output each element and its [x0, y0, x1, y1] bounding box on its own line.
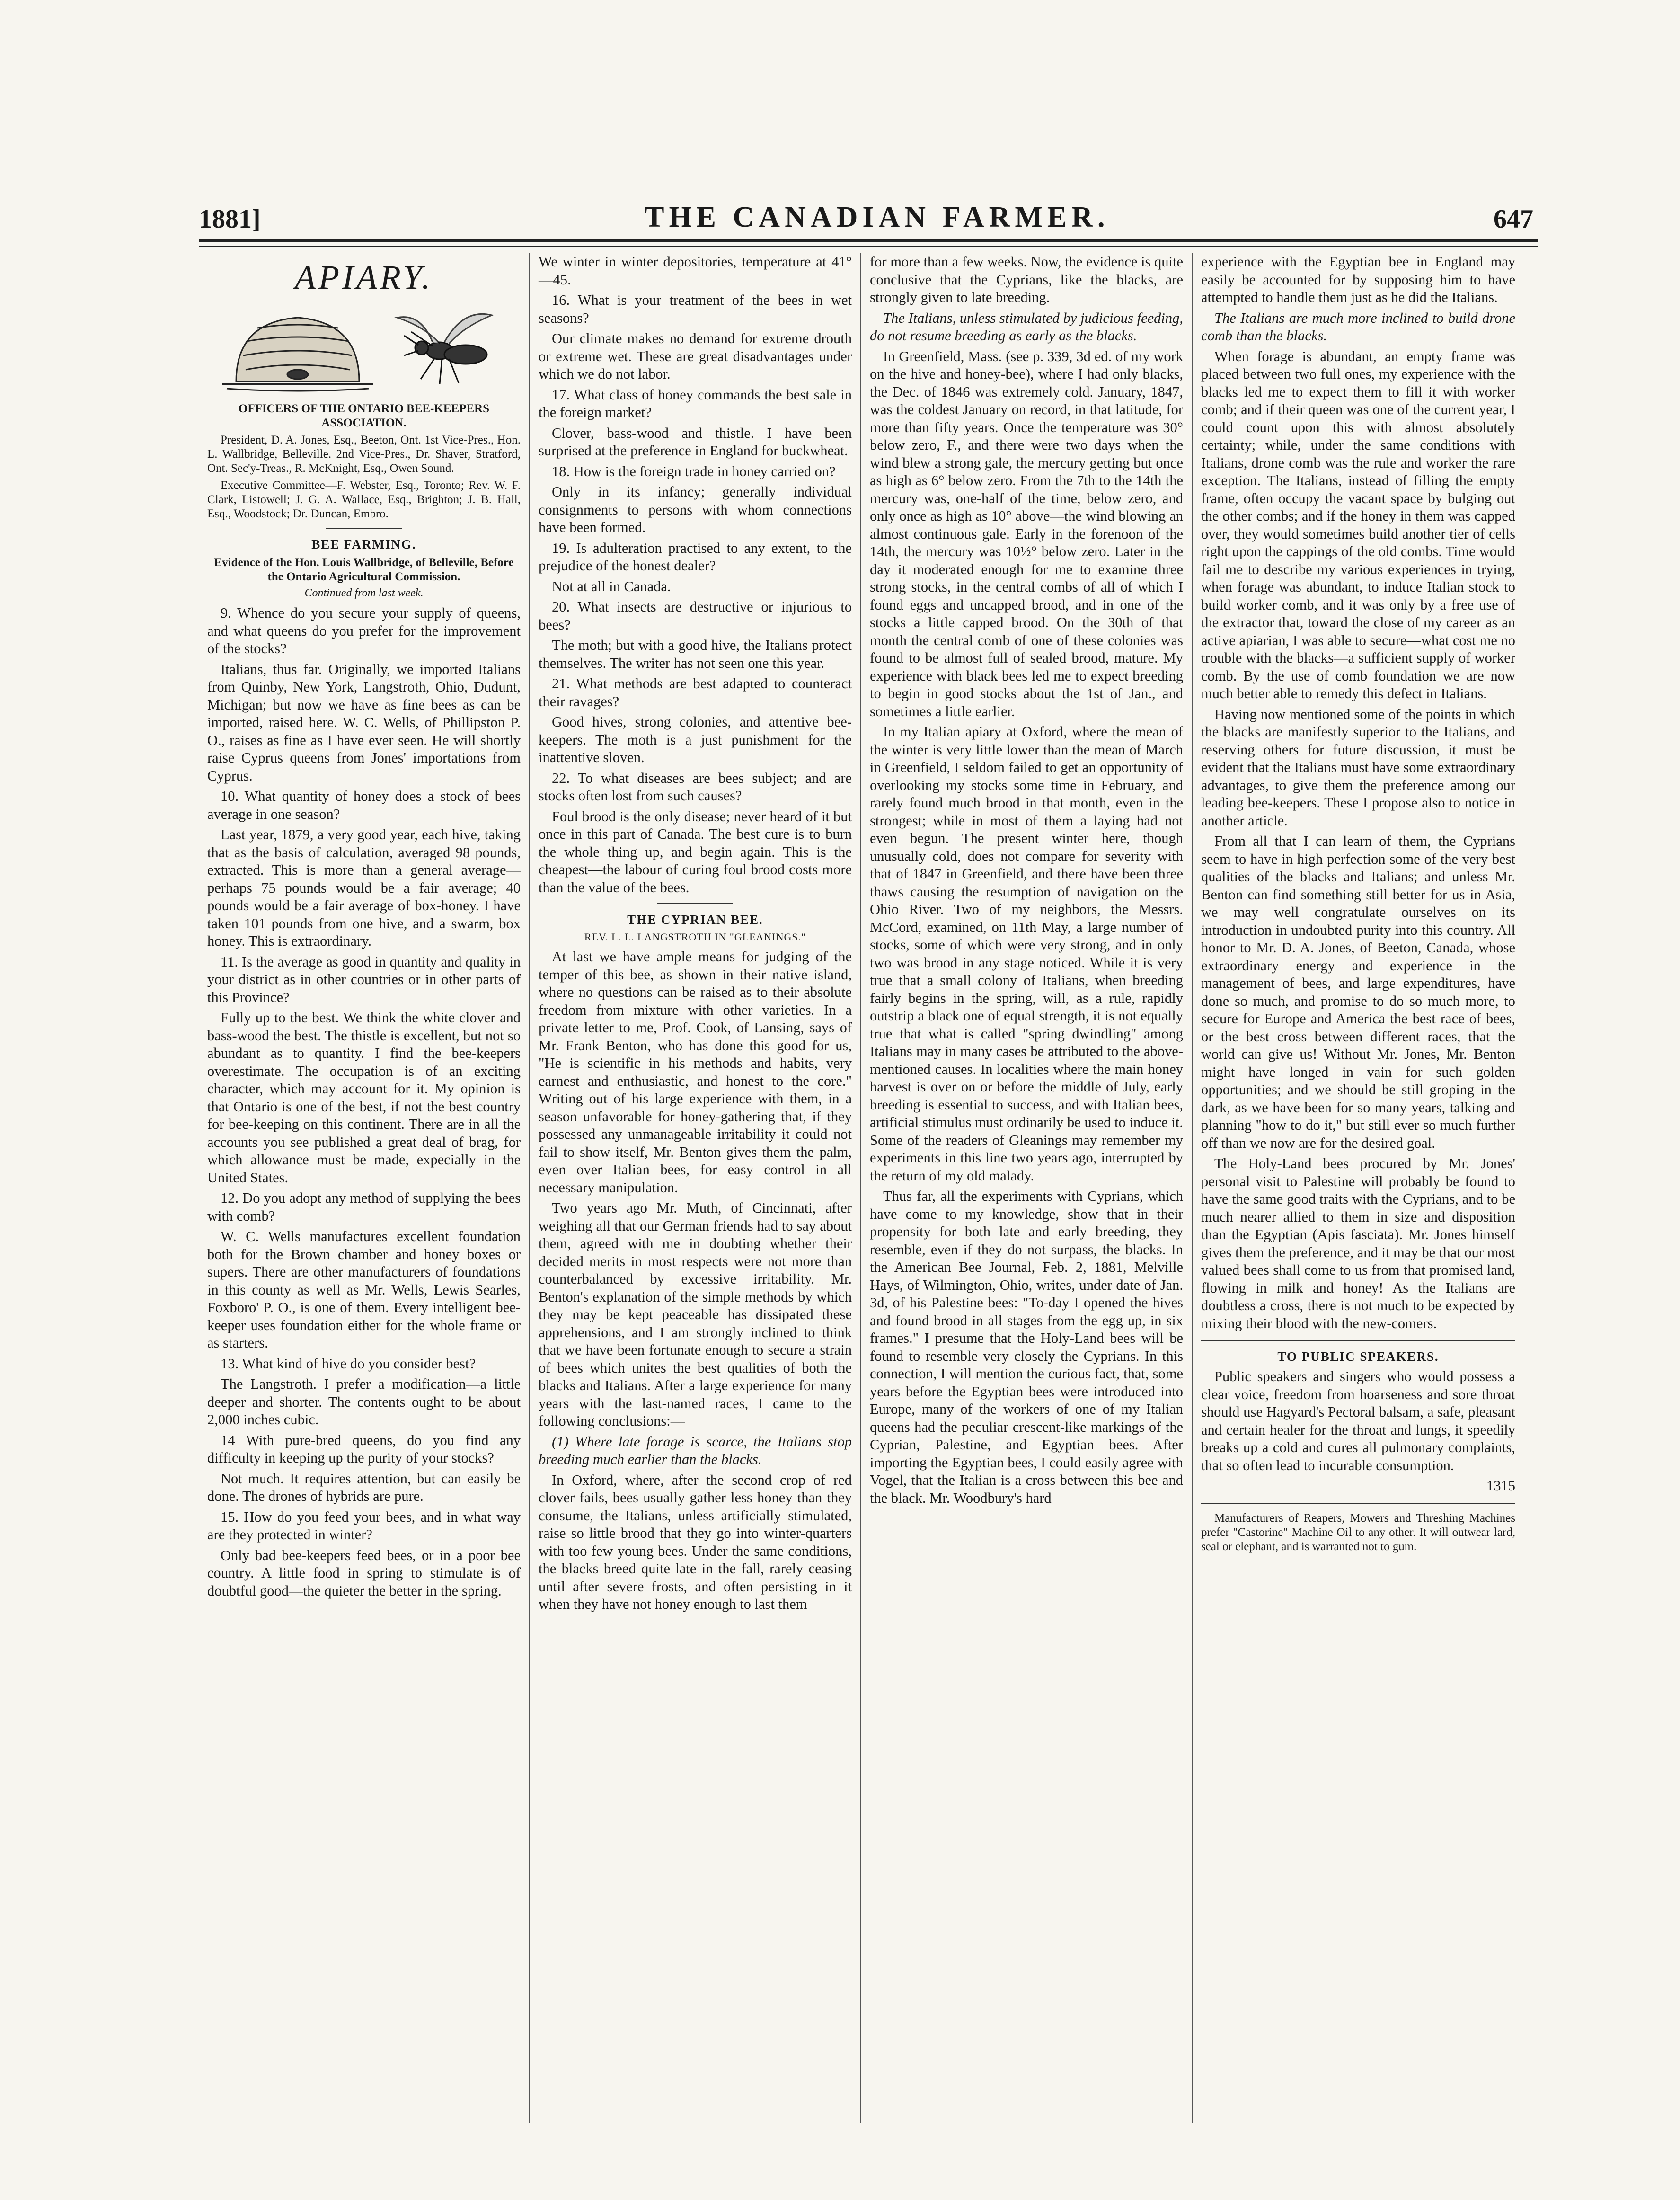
- article-paragraph: 16. What is your treatment of the bees in wet seasons?: [539, 292, 852, 326]
- column-4: [1193, 253, 1524, 2123]
- article-paragraph: experience with the Egyptian bee in England may easily be accounted for by supposing him to have attempted to handle them just as he did the Italians.: [1201, 254, 1515, 305]
- article-paragraph: Only bad bee-keepers feed bees, or in a poor bee country. A little food in spring to stimulate is of doubtful good—the quieter the better in the spring.: [207, 1547, 521, 1599]
- public-speakers-heading: TO PUBLIC SPEAKERS.: [1277, 1349, 1439, 1364]
- article-paragraph: Fully up to the best. We think the white clover and bass-wood the best. The thistle is excellent, but not so abundant as to quantity. I find the bee-keepers overestimate. The occupation is of an exciting character, which may account for it. My opinion is that Ontario is one of the best, if not the best country for bee-keeping on this continent. There are in all the accounts you see published a great deal of brag, for which allowance must be made, expecially in the United States.: [207, 1010, 521, 1186]
- article-paragraph: 20. What insects are destructive or injurious to bees?: [539, 599, 852, 633]
- article-paragraph: 10. What quantity of honey does a stock of bees average in one season?: [207, 788, 521, 822]
- section-divider: [326, 528, 402, 529]
- beehive-and-bee-icon: [217, 299, 511, 398]
- article-paragraph: 22. To what diseases are bees subject; and are stocks often lost from such causes?: [539, 770, 852, 804]
- article-paragraph: Only in its infancy; generally individual consignments to persons with whom connections have been formed.: [539, 484, 852, 535]
- page-columns: [199, 253, 1538, 2123]
- section-divider: [657, 903, 733, 904]
- page-header: [199, 187, 1533, 234]
- article-paragraph: 12. Do you adopt any method of supplying the bees with comb?: [207, 1190, 521, 1224]
- header-rule-thin: [199, 246, 1538, 247]
- article-paragraph: Two years ago Mr. Muth, of Cincinnati, after weighing all that our German friends had to say about them, agreed with me in doubting whether their decided merits in most respects were not more than counterbalanced by excessive irritability. Mr. Benton's explanation of the simple methods by which they may be kept peaceable has dissipated these apprehensions, and I am strongly inclined to think that we have been fortunate enough to secure a strain of bees which unites the best qualities of both the blacks and Italians. After a large experience for many years with the last-named races, I came to the following conclusions:—: [539, 1200, 852, 1429]
- column-3: [861, 253, 1193, 2123]
- article-paragraph: From all that I can learn of them, the Cyprians seem to have in high perfection some of the very best qualities of the blacks and Italians; and unless Mr. Benton can find something still better for us in Asia, we may well congratulate ourselves on its introduction in undoubted purity into this country. All honor to Mr. D. A. Jones, of Beeton, Canada, whose extraordinary energy and experience in the management of bees, and large expenditures, have done so much, and promise to do so much more, to secure for Europe and America the best race of bees, or the best cross between different races, that the world can give us! Without Mr. Jones, Mr. Benton might have longed in vain for such golden opportunities; and we should be still groping in the dark, as we have been for so many years, talking and planning "how to do it," but still ever so much further off than we now are for the desired goal.: [1201, 833, 1515, 1151]
- cyprian-bee-byline: REV. L. L. LANGSTROTH IN "GLEANINGS.": [584, 931, 806, 943]
- article-paragraph: 18. How is the foreign trade in honey carried on?: [552, 463, 836, 479]
- article-paragraph: The Italians, unless stimulated by judicious feeding, do not resume breeding as early as the blacks.: [870, 310, 1183, 344]
- column-2: [530, 253, 861, 2123]
- article-paragraph: In my Italian apiary at Oxford, where the mean of the winter is very little lower than the mean of March in Greenfield, I seldom failed to get an opportunity of overlooking my stocks some time in February, and rarely found much brood in that month, even in the strongest; while in most of them a laying had not even begun. The present winter here, though unusually cold, does not compare for severity with that of 1847 in Greenfield, and there have been three thaws causing the resumption of navigation on the Ohio River. Two of my neighbors, the Messrs. McCord, examined, on 11th May, a large number of stocks, some of which were very strong, and in only two was brood in any stage noticed. While it is very true that a small colony of Italians, when breeding fairly begins in the spring, will, as a rule, rapidly outstrip a black one of equal strength, it is not equally true that what is called "spring dwindling" among Italians may in many cases be attributed to the above-mentioned causes. In localities where the main honey harvest is over on or before the middle of July, early breeding is essential to success, and with Italian bees, artificial stimulus must ordinarily be used to induce it. Some of the readers of Gleanings may remember my experiments in this line two years ago, interrupted by the return of my old malady.: [870, 724, 1183, 1184]
- article-paragraph: 15. How do you feed your bees, and in what way are they protected in winter?: [207, 1508, 521, 1543]
- article-paragraph: Clover, bass-wood and thistle. I have been surprised at the preference in England for buckwheat.: [539, 425, 852, 459]
- cyprian-bee-heading: THE CYPRIAN BEE.: [627, 913, 763, 927]
- issue-year: 1881]: [199, 204, 261, 234]
- officers-heading: OFFICERS OF THE ONTARIO BEE-KEEPERS ASSOCIATION.: [238, 402, 490, 429]
- article-paragraph: Foul brood is the only disease; never heard of it but once in this part of Canada. The best cure is to burn the whole thing up, and begin again. This is the cheapest—the labour of curing foul brood costs more than the value of the bees.: [539, 808, 852, 896]
- article-paragraph: Having now mentioned some of the points in which the blacks are manifestly superior to the Italians, and reserving others for future discussion, it must be evident that the Italians must have some extraordinary advantages, to give them the preference among our leading bee-keepers. These I propose also to notice in another article.: [1201, 706, 1515, 829]
- header-rule: [199, 239, 1538, 242]
- apiary-heading: APIARY.: [294, 258, 433, 296]
- section-divider: [1201, 1503, 1515, 1504]
- article-paragraph: 14 With pure-bred queens, do you find any difficulty in keeping up the purity of your stocks?: [207, 1432, 521, 1466]
- article-paragraph: Good hives, strong colonies, and attentive bee-keepers. The moth is a just punishment for the inattentive sloven.: [539, 714, 852, 765]
- public-speakers-body: Public speakers and singers who would possess a clear voice, freedom from hoarseness and sore throat should use Hagyard's Pectoral balsam, a safe, pleasant and certain healer for the throat and lungs, it speedily breaks up a cold and cures all pulmonary complaints, that so often lead to incurable consumption.: [1201, 1368, 1515, 1473]
- article-paragraph: The Langstroth. I prefer a modification—a little deeper and shorter. The contents ought to be about 2,000 inches cubic.: [207, 1376, 521, 1428]
- article-paragraph: Our climate makes no demand for extreme drouth or extreme wet. These are great disadvantages under which we do not labor.: [539, 330, 852, 382]
- page-number: 647: [1493, 204, 1533, 234]
- article-paragraph: 21. What methods are best adapted to counteract their ravages?: [539, 675, 852, 710]
- article-paragraph: Not at all in Canada.: [552, 578, 671, 594]
- article-paragraph: In Greenfield, Mass. (see p. 339, 3d ed. of my work on the hive and honey-bee), where I had only blacks, the Dec. of 1846 was extremely cold. January, 1847, was the coldest January on record, in that latitude, for more than fifty years. Once the temperature was 30° below zero, F., and there were two days when the wind blew a strong gale, the mercury getting but once as high as 6° below zero. From the 7th to the 14th the mercury was, one-half of the time, below zero, and only once as high as 10° above—the wind blowing an almost continuous gale. Early in the forenoon of the 14th, the mercury was 10½° below zero. Later in the day it moderated enough for me to examine three strong stocks, in the central combs of all of which I found eggs and uncapped brood, and in one of the stocks a little capped brood. On the 30th of that month the central comb of one of these colonies was found to be almost full of sealed brood, mature. My experience with black bees led me to expect breeding to begin in good stocks about the 1st of Jan., and sometimes a little earlier.: [870, 348, 1183, 719]
- article-paragraph: Last year, 1879, a very good year, each hive, taking that as the basis of calculation, averaged 98 pounds, extracted. This is more than a general average—perhaps 75 pounds would be a fair average; 40 pounds would be a fair average of box-honey. I have taken 101 pounds from one hive, and a swarm, box honey. This is extraordinary.: [207, 826, 521, 949]
- bee-farming-subheading: Evidence of the Hon. Louis Wallbridge, of Belleville, Before the Ontario Agricultural Commission.: [214, 556, 514, 583]
- article-paragraph: 19. Is adulteration practised to any extent, to the prejudice of the honest dealer?: [539, 540, 852, 574]
- article-paragraph: The Italians are much more inclined to build drone comb than the blacks.: [1201, 310, 1515, 344]
- article-paragraph: We winter in winter depositories, temperature at 41°—45.: [539, 254, 852, 288]
- executive-committee: Executive Committee—F. Webster, Esq., Toronto; Rev. W. F. Clark, Listowell; J. G. A. Wallace, Esq., Brighton; J. B. Hall, Esq., Woodstock; Dr. Duncan, Embro.: [207, 479, 521, 520]
- article-paragraph: W. C. Wells manufactures excellent foundation both for the Brown chamber and honey boxes or supers. There are other manufacturers of foundations in this county as well as Mr. Wells, Lewis Searles, Foxboro' P. O., is one of them. Every intelligent bee-keeper uses foundation either for the whole frame or as starters.: [207, 1228, 521, 1351]
- masthead-title: THE CANADIAN FARMER.: [645, 201, 1110, 233]
- bee-hive-illustration: [207, 297, 521, 399]
- article-paragraph: 9. Whence do you secure your supply of queens, and what queens do you prefer for the improvement of the stocks?: [207, 605, 521, 656]
- article-paragraph: 17. What class of honey commands the best sale in the foreign market?: [539, 386, 852, 420]
- article-paragraph: 13. What kind of hive do you consider best?: [221, 1355, 476, 1372]
- article-paragraph: When forage is abundant, an empty frame was placed between two full ones, my experience with the blacks led me to expect them to fill it with worker comb; and if their queen was one of the current year, I could count upon this with almost absolutely certainty; while, under the same conditions with Italians, drone comb was the rule and worker the rare exception. The Italians, instead of filling the empty frame, often occupy the vacant space by bulging out the other combs; and if the honey in them was capped over, they would sometimes build another tier of cells right upon the cappings of the old combs. Time would fail me to describe my various experiences in trying, when forage was abundant, to induce Italian stock to build worker comb, and it was only by a free use of the extractor that, toward the close of my career as an active apiarian, I was able to secure—what cost me no trouble with the blacks—a sufficient supply of worker comb. By the use of comb foundation we are now much better able to remedy this defect in Italians.: [1201, 348, 1515, 701]
- article-paragraph: In Oxford, where, after the second crop of red clover fails, bees usually gather less honey than they consume, the Italians, unless artificially stimulated, raise so little brood that they go into winter-quarters with too few young bees. Under the same conditions, the blacks breed quite late in the fall, rarely ceasing until after severe frosts, and often persisting in it when they have not honey enough to last them: [539, 1472, 852, 1612]
- article-paragraph: The moth; but with a good hive, the Italians protect themselves. The writer has not seen one this year.: [539, 637, 852, 671]
- article-paragraph: The Holy-Land bees procured by Mr. Jones' personal visit to Palestine will probably be found to have the same good traits with the Cyprians, and to be much nearer allied to them in size and disposition than the Egyptian (Apis fasciata). Mr. Jones himself gives them the preference, and it may be that our most valued bees shall come to us from that promised land, flowing in milk and honey! As the Italians are doubtless a cross, there is not much to be expected by mixing their blood with the new-comers.: [1201, 1155, 1515, 1331]
- bee-farming-heading: BEE FARMING.: [311, 537, 416, 551]
- continued-note: Continued from last week.: [304, 587, 424, 599]
- article-paragraph: 11. Is the average as good in quantity and quality in your district as in other countries or in other parts of this Province?: [207, 953, 521, 1005]
- article-paragraph: Italians, thus far. Originally, we imported Italians from Quinby, New York, Langstroth, Ohio, Dudunt, Michigan; but now we have as fine bees as can be imported, raised here. W. C. Wells, of Phillipston P. O., raises as fine as I have ever seen. He will shortly raise Cyprus queens from Jones' importations from Cyprus.: [207, 661, 521, 784]
- article-paragraph: Thus far, all the experiments with Cyprians, which have come to my knowledge, show that in their propensity for both late and early breeding, they resemble, even if they do not surpass, the blacks. In the American Bee Journal, Feb. 2, 1881, Melville Hays, of Wilmington, Ohio, writes, under date of Jan. 3d, of his Palestine bees: "To-day I opened the hives and found brood in all stages from the egg up, in six frames." I presume that the Holy-Land bees will be found to resemble very closely the Cyprians. In this connection, I will mention the curious fact, that, some years before the Egyptian bees were introduced into Europe, many of the workers of one of my Italian queens had the peculiar crescent-like markings of the Cyprian, Palestine, and Egyptian bees. After importing the Egyptian bees, I could easily agree with Vogel, that the Italian is a cross between this bee and the black. Mr. Woodbury's hard: [870, 1188, 1183, 1506]
- article-paragraph: Not much. It requires attention, but can easily be done. The drones of hybrids are pure.: [207, 1470, 521, 1504]
- article-paragraph: At last we have ample means for judging of the temper of this bee, as shown in their native island, where no questions can be raised as to their absolute freedom from mixture with other varieties. In a private letter to me, Prof. Cook, of Lansing, says of Mr. Frank Benton, who has done this good for us, "He is scientific in his methods and habits, very earnest and enthusiastic, and honest to the core." Writing out of his large experience with them, in a season unfavorable for honey-gathering that, if they possessed any unmanageable irritability it could not fail to show itself, Mr. Benton gives them the palm, even over Italian bees, for easy control in all necessary manipulation.: [539, 949, 852, 1196]
- castorine-advert: Manufacturers of Reapers, Mowers and Threshing Machines prefer "Castorine" Machine Oil to any other. It will outwear lard, seal or elephant, and is warranted not to gum.: [1201, 1511, 1515, 1553]
- article-paragraph: (1) Where late forage is scarce, the Italians stop breeding much earlier than the blacks.: [539, 1433, 852, 1467]
- section-divider: [1201, 1340, 1515, 1341]
- officers-list: President, D. A. Jones, Esq., Beeton, Ont. 1st Vice-Pres., Hon. L. Wallbridge, Belleville. 2nd Vice-Pres., Dr. Shaver, Stratford, Ont. Sec'y-Treas., R. McKnight, Esq., Owen Sound.: [207, 434, 521, 475]
- column-1: [199, 253, 530, 2123]
- advert-reference: 1315: [1486, 1478, 1515, 1494]
- article-paragraph: for more than a few weeks. Now, the evidence is quite conclusive that the Cyprians, like the blacks, are strongly given to late breeding.: [870, 254, 1184, 305]
